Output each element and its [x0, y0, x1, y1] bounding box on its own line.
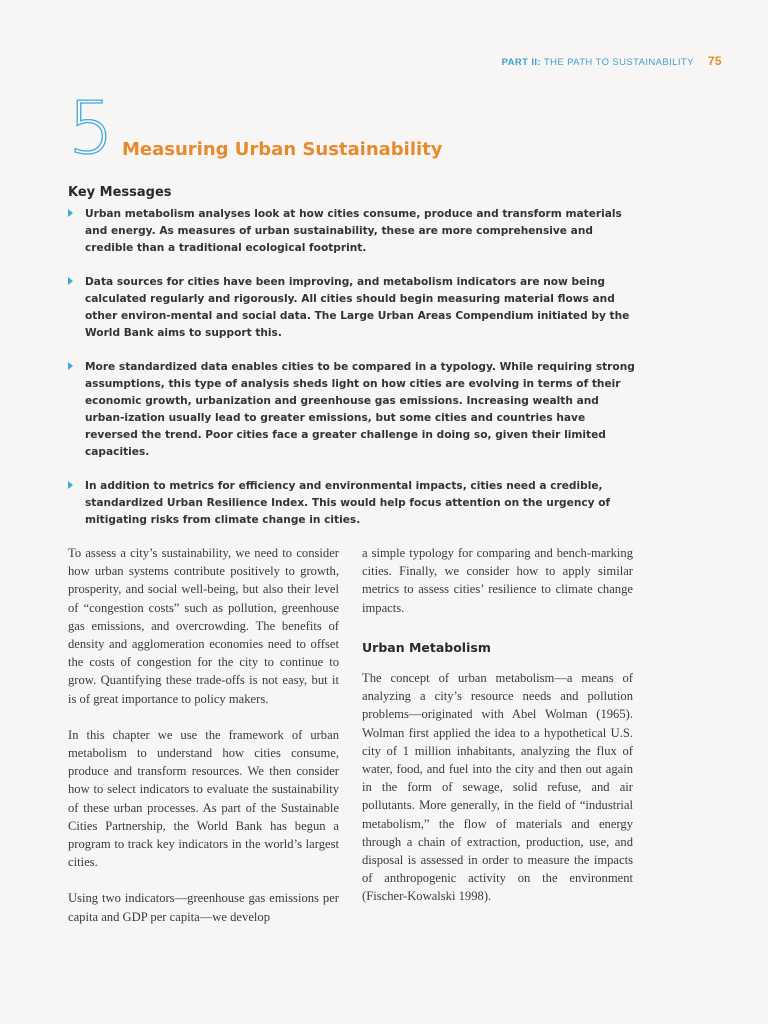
chapter-number: 5 [68, 86, 114, 170]
body-paragraph: The concept of urban metabolism—a means of analyzing a city’s resource needs and pollution problems—originated with Abel Wolman (1965). Wolman first applied the idea to a hypothetical U.S. city of 1 million inhabitants, analyzing the flux of water, food, and fuel into the city and then out again in the form of sewage, solid refuse, and air pollutants. More generally, in the field of “industrial metabolism,” the flow of materials and energy through a chain of extraction, production, use, and disposal is assessed in order to measure the impacts of anthropogenic activity on the environment (Fischer-Kowalski 1998). [362, 671, 633, 904]
key-message-item [68, 274, 638, 342]
triangle-bullet-icon [68, 481, 73, 489]
running-header [502, 54, 722, 68]
triangle-bullet-icon [68, 362, 73, 370]
header-part: PART II: [501, 57, 542, 68]
key-message-item [68, 478, 638, 529]
chapter-heading [68, 86, 443, 170]
key-messages-heading: Key Messages [68, 185, 172, 200]
body-column-right [362, 544, 633, 924]
key-message-text: In addition to metrics for efficiency and environmental impacts, cities need a credible, standardized Urban Resilience Index. This would help focus attention on the urgency of mitigating risks from climate change in cities. [85, 480, 611, 526]
header-part-label [502, 57, 694, 68]
body-paragraph: Using two indicators—greenhouse gas emissions per capita and GDP per capita—we develop [68, 891, 339, 924]
body-column-left [68, 544, 339, 944]
key-message-item [68, 206, 638, 257]
key-messages-box [68, 185, 638, 546]
chapter-title: Measuring Urban Sustainability [122, 139, 443, 160]
body-paragraph: In this chapter we use the framework of urban metabolism to understand how cities consume, produce and transform resources. We then consider how to select indicators to evaluate the sustainability of these urban processes. As part of the Sustainable Cities Partnership, the World Bank has begun a program to track key indicators in the world’s largest cities. [68, 727, 339, 870]
triangle-bullet-icon [68, 277, 73, 285]
key-message-text: More standardized data enables cities to be compared in a typology. While requiring strong assumptions, this type of analysis sheds light on how cities are evolving in terms of their economic growth, urbanization and greenhouse gas emissions. Increasing wealth and urban-ization usually lead to greater emissions, but some cities and countries have reversed the trend. Poor cities face a greater challenge in doing so, given their limited capacities. [85, 361, 635, 458]
key-message-text: Urban metabolism analyses look at how cities consume, produce and transform materials and energy. As measures of urban sustainability, these are more comprehensive and credible than a traditional ecological footprint. [85, 208, 622, 254]
page-number: 75 [707, 54, 722, 68]
section-heading: Urban Metabolism [362, 639, 491, 655]
body-paragraph: To assess a city’s sustainability, we need to consider how urban systems contribute positively to growth, prosperity, and social well-being, but also their level of “congestion costs” such as pollution, greenhouse gas emissions, and overcrowding. The benefits of density and agglomeration economies need to offset the costs of congestion for the city to continue to grow. Quantifying these trade-offs is not easy, but it is of great importance to policy makers. [68, 546, 339, 706]
key-message-item [68, 359, 638, 461]
key-message-text: Data sources for cities have been improving, and metabolism indicators are now being calculated regularly and rigorously. All cities should begin measuring material flows and other environ-mental and social data. The Large Urban Areas Compendium initiated by the World Bank aims to support this. [85, 276, 630, 339]
header-part-title: THE PATH TO SUSTAINABILITY [543, 57, 694, 68]
triangle-bullet-icon [68, 209, 73, 217]
body-paragraph: a simple typology for comparing and bench-marking cities. Finally, we consider how to apply similar metrics to assess cities’ resilience to climate change impacts. [362, 546, 633, 615]
